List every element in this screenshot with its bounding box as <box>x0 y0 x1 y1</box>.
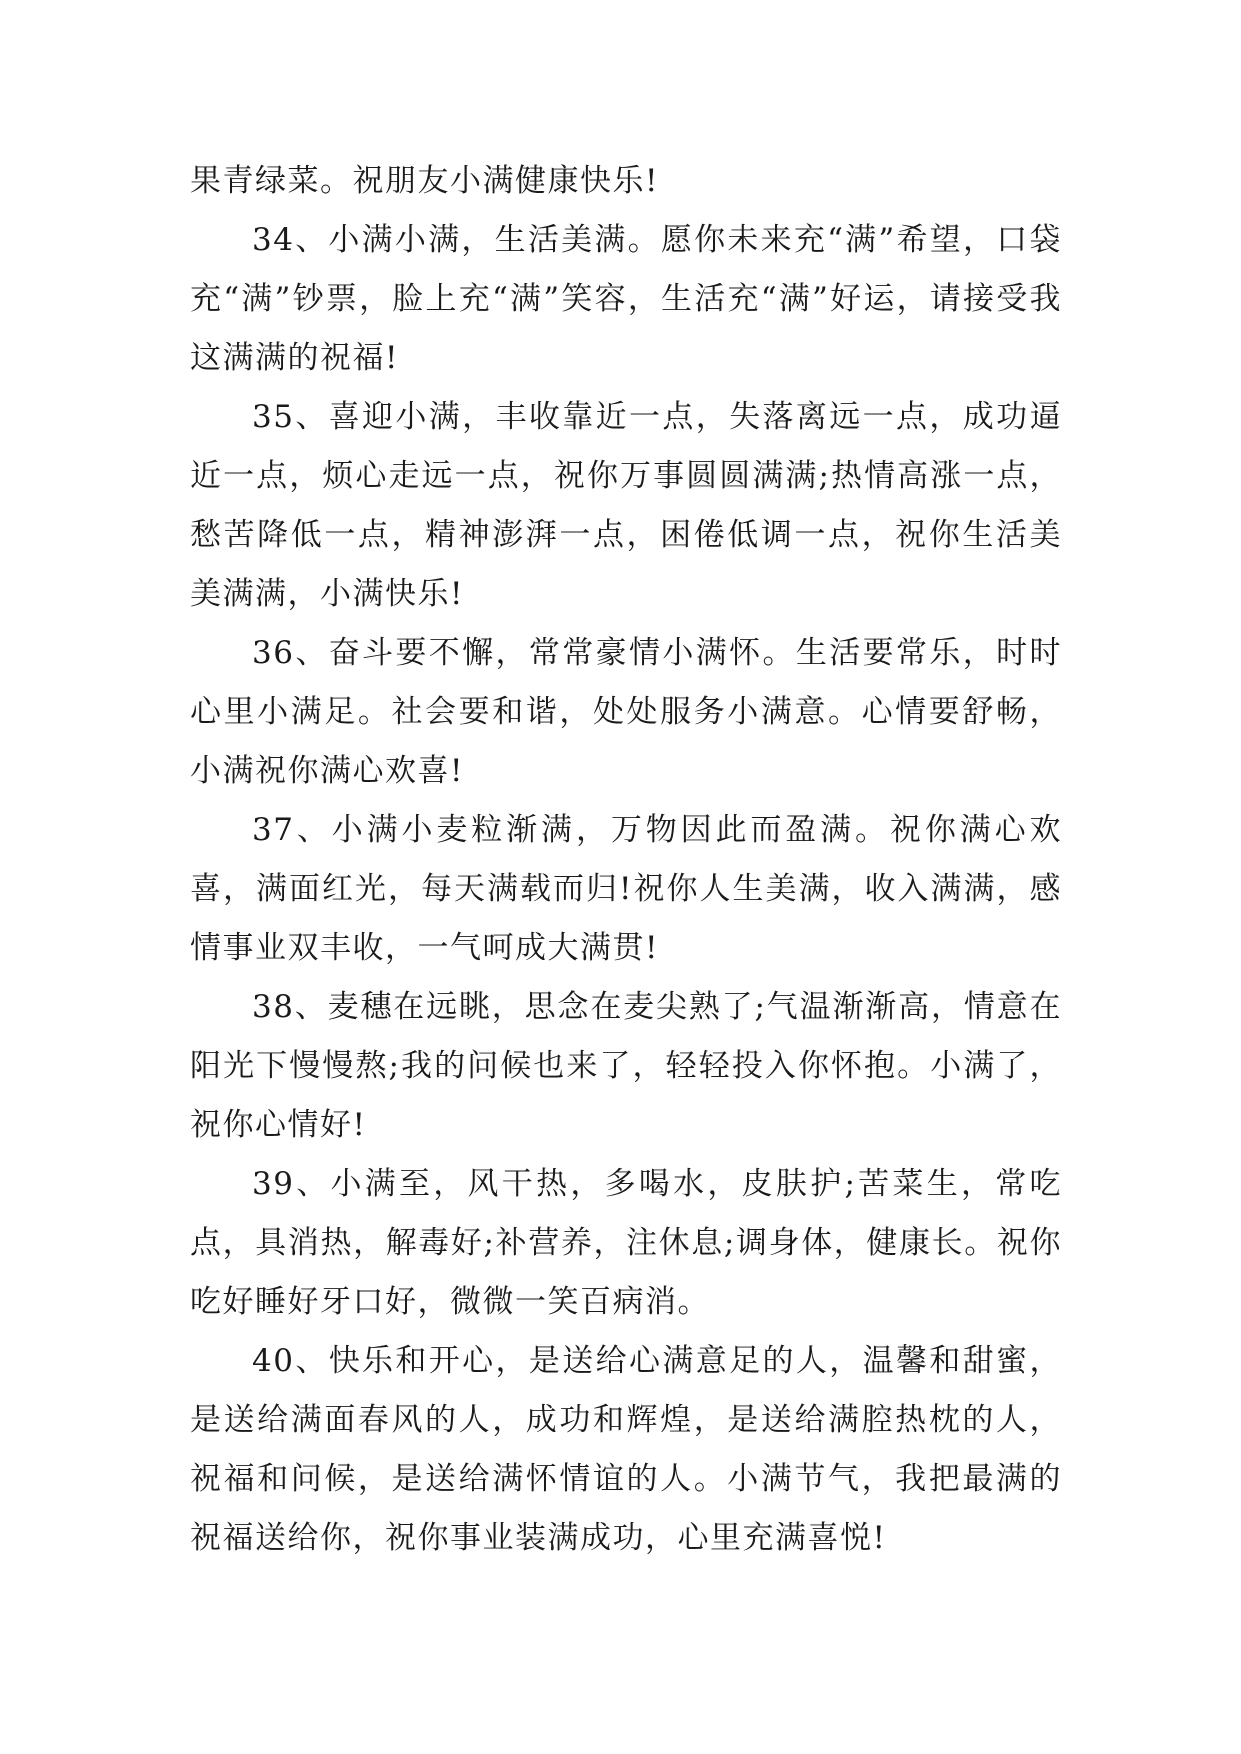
paragraph-35: 35、喜迎小满，丰收靠近一点，失落离远一点，成功逼近一点，烦心走远一点，祝你万事圆圆满满;热情高涨一点，愁苦降低一点，精神澎湃一点，困倦低调一点，祝你生活美美满满，小满快乐! <box>190 399 1062 612</box>
paragraph-continuation: 果青绿菜。祝朋友小满健康快乐! <box>190 163 659 199</box>
paragraph-34: 34、小满小满，生活美满。愿你未来充“满”希望，口袋充“满”钞票，脸上充“满”笑容，生活充“满”好运，请接受我这满满的祝福! <box>190 222 1062 376</box>
paragraph-38: 38、麦穗在远眺，思念在麦尖熟了;气温渐渐高，情意在阳光下慢慢熬;我的问候也来了，轻轻投入你怀抱。小满了，祝你心情好! <box>190 989 1062 1143</box>
paragraph-40: 40、快乐和开心，是送给心满意足的人，温馨和甜蜜，是送给满面春风的人，成功和辉煌，是送给满腔热枕的人，祝福和问候，是送给满怀情谊的人。小满节气，我把最满的祝福送给你，祝你事业装满成功，心里充满喜悦! <box>190 1343 1062 1556</box>
paragraph-36: 36、奋斗要不懈，常常豪情小满怀。生活要常乐，时时心里小满足。社会要和谐，处处服务小满意。心情要舒畅，小满祝你满心欢喜! <box>190 635 1062 789</box>
document-body <box>190 152 1062 1568</box>
paragraph-39: 39、小满至，风干热，多喝水，皮肤护;苦菜生，常吃点，具消热，解毒好;补营养，注休息;调身体，健康长。祝你吃好睡好牙口好，微微一笑百病消。 <box>190 1166 1062 1320</box>
paragraph-37: 37、小满小麦粒渐满，万物因此而盈满。祝你满心欢喜，满面红光，每天满载而归!祝你人生美满，收入满满，感情事业双丰收，一气呵成大满贯! <box>190 812 1062 966</box>
